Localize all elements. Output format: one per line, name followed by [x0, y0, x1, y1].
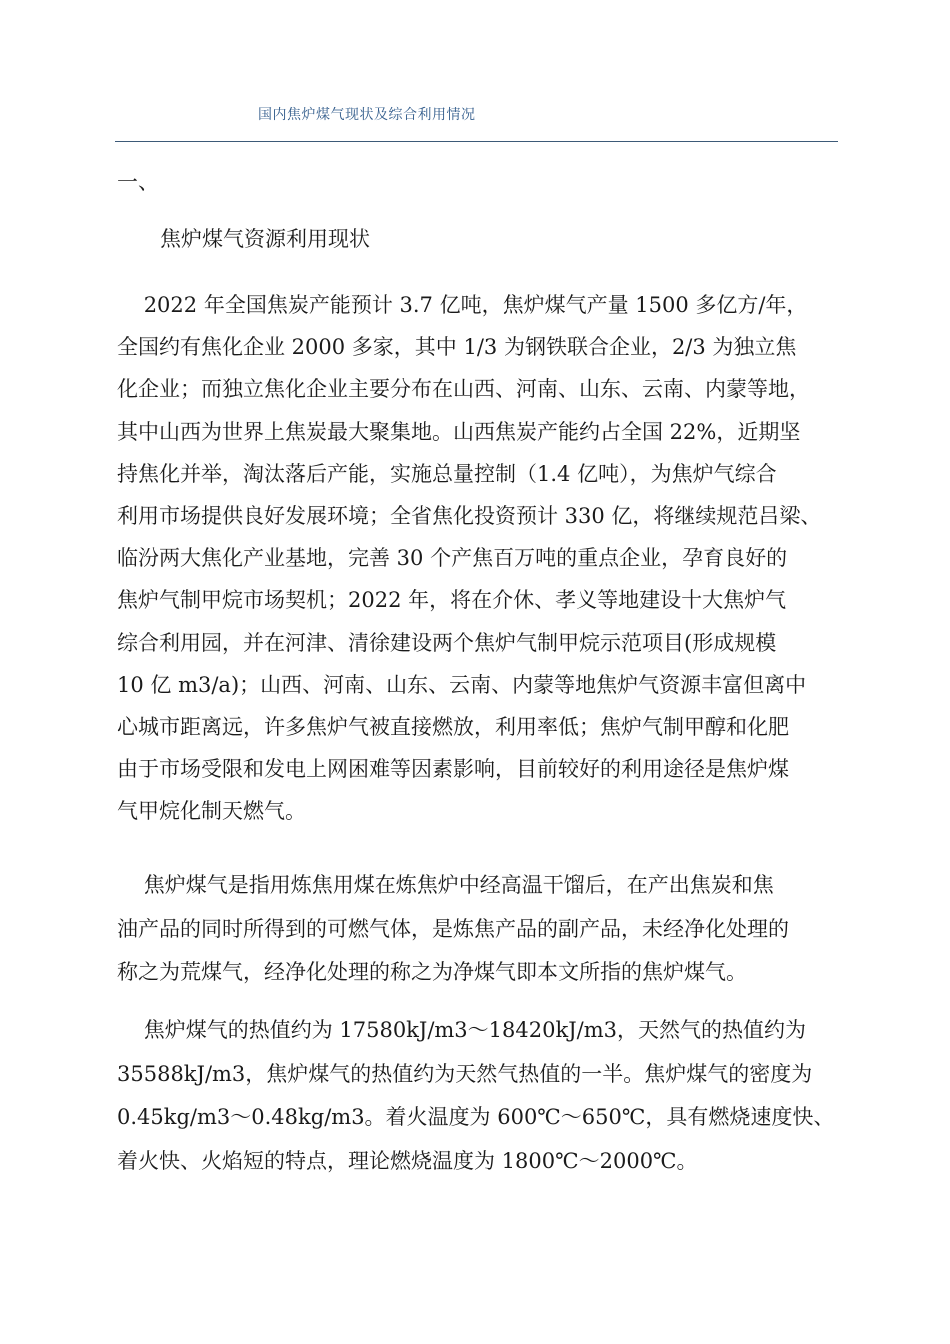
paragraph-line: 综合利用园，并在河津、清徐建设两个焦炉气制甲烷示范项目(形成规模 — [117, 630, 777, 655]
paragraph-line: 由于市场受限和发电上网困难等因素影响，目前较好的利用途径是焦炉煤 — [117, 757, 789, 782]
paragraph-line: 临汾两大焦化产业基地，完善 30 个产焦百万吨的重点企业，孕育良好的 — [117, 546, 788, 571]
paragraph-line: 油产品的同时所得到的可燃气体，是炼焦产品的副产品，未经净化处理的 — [117, 916, 789, 941]
paragraph-line: 焦炉煤气是指用炼焦用煤在炼焦炉中经高温干馏后，在产出焦炭和焦 — [117, 873, 774, 897]
header-divider — [115, 141, 838, 142]
section-number: 一、 — [117, 170, 159, 194]
paragraph-line: 持焦化并举，淘汰落后产能，实施总量控制（1.4 亿吨），为焦炉气综合 — [117, 461, 777, 486]
paragraph-properties — [117, 1009, 842, 1184]
page-header-title: 国内焦炉煤气现状及综合利用情况 — [258, 107, 476, 123]
paragraph-definition — [117, 864, 842, 995]
paragraph-line: 气甲烷化制天燃气。 — [117, 799, 306, 824]
paragraph-line: 全国约有焦化企业 2000 多家，其中 1/3 为钢铁联合企业，2/3 为独立焦 — [117, 335, 797, 360]
paragraph-line: 称之为荒煤气，经净化处理的称之为净煤气即本文所指的焦炉煤气。 — [117, 960, 747, 984]
paragraph-line: 焦炉煤气的热值约为 17580kJ/m3～18420kJ/m3，天然气的热值约为 — [117, 1018, 806, 1042]
paragraph-line: 35588kJ/m3，焦炉煤气的热值约为天然气热值的一半。焦炉煤气的密度为 — [117, 1061, 813, 1086]
paragraph-line: 10 亿 m3/a)；山西、河南、山东、云南、内蒙等地焦炉气资源丰富但离中 — [117, 672, 807, 697]
paragraph-line: 2022 年全国焦炭产能预计 3.7 亿吨，焦炉煤气产量 1500 多亿方/年， — [117, 293, 808, 317]
paragraph-coke-capacity — [117, 284, 842, 833]
paragraph-line: 焦炉气制甲烷市场契机；2022 年，将在介休、孝义等地建设十大焦炉气 — [117, 588, 787, 613]
paragraph-line: 化企业；而独立焦化企业主要分布在山西、河南、山东、云南、内蒙等地， — [117, 377, 810, 402]
section-title: 焦炉煤气资源利用现状 — [160, 227, 370, 251]
paragraph-line: 着火快、火焰短的特点，理论燃烧温度为 1800℃～2000℃。 — [117, 1149, 698, 1174]
paragraph-line: 其中山西为世界上焦炭最大聚集地。山西焦炭产能约占全国 22%，近期坚 — [117, 419, 801, 444]
paragraph-line: 0.45kg/m3～0.48kg/m3。着火温度为 600℃～650℃，具有燃烧速度快、 — [117, 1105, 835, 1130]
paragraph-line: 心城市距离远，许多焦炉气被直接燃放，利用率低；焦炉气制甲醇和化肥 — [117, 715, 789, 740]
paragraph-line: 利用市场提供良好发展环境；全省焦化投资预计 330 亿，将继续规范吕梁、 — [117, 504, 822, 529]
